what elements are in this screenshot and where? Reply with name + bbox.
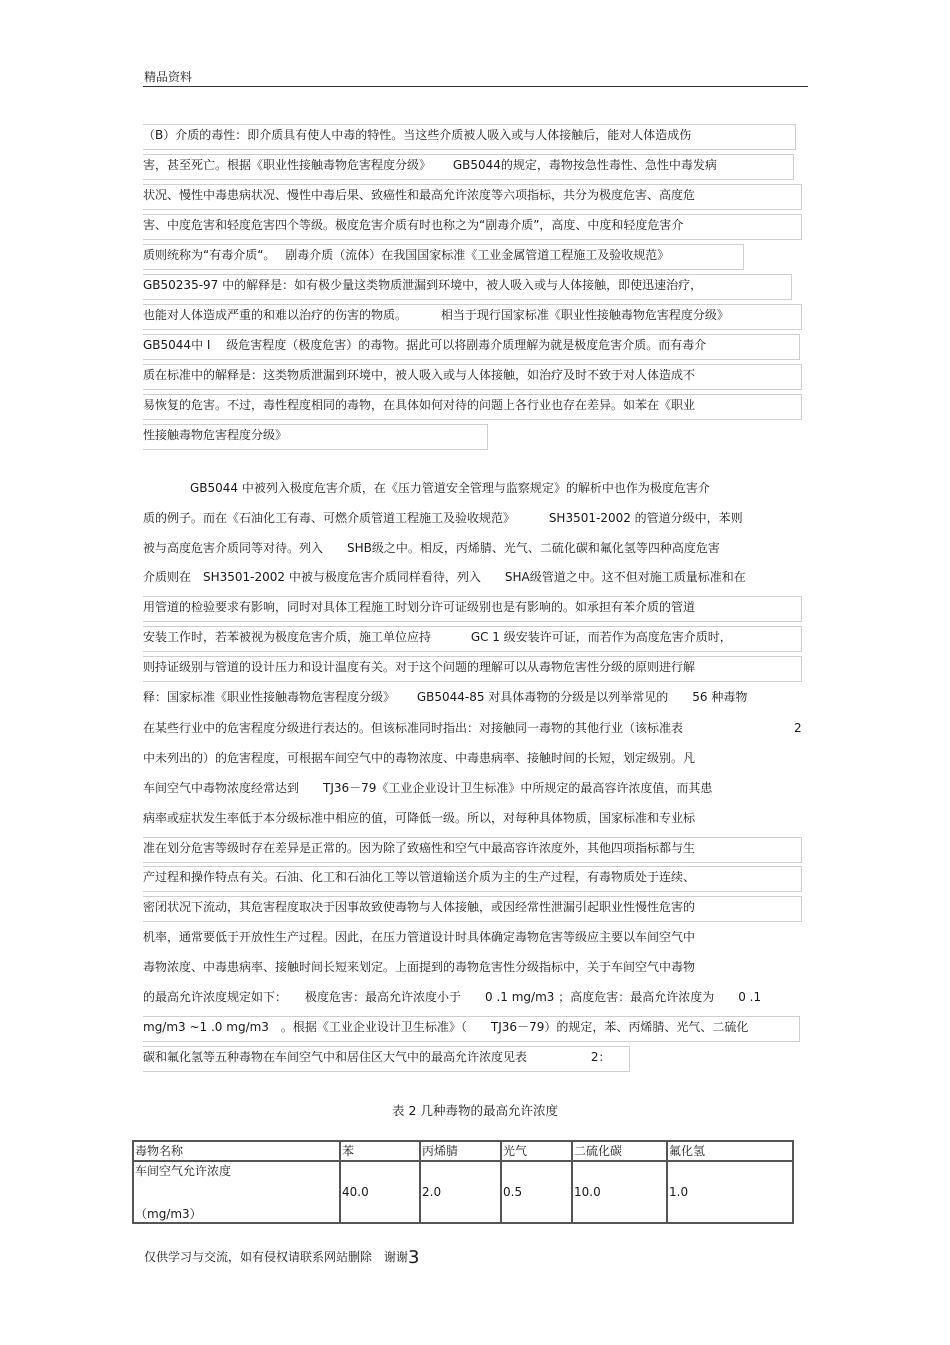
text-line: 害，甚至死亡。根据《职业性接触毒物危害程度分级》 GB5044的规定，毒物按急性毒性、急性中毒发病 (143, 158, 717, 172)
text-line: 性接触毒物危害程度分级》 (143, 428, 288, 442)
text-line: 车间空气中毒物浓度经常达到 TJ36－79《工业企业设计卫生标准》中所规定的最高容许浓度值，而其患 (143, 781, 713, 795)
table-cell: 0.5 (501, 1161, 572, 1223)
text-line: 准在划分危害等级时存在差异是正常的。因为除了致癌性和空气中最高容许浓度外，其他四项指标都与生 (143, 841, 696, 855)
margin-mark: 2 (794, 721, 802, 735)
table-caption: 表 2 几种毒物的最高允许浓度 (392, 1103, 558, 1118)
table-cell: 10.0 (572, 1161, 667, 1223)
row-label-line: 车间空气允许浓度 (135, 1164, 232, 1178)
text-line: 介质则在 SH3501-2002 中被与极度危害介质同样看待，列入 SHA级管道之中。这不但对施工质量标准和在 (143, 570, 746, 584)
table-header-cell: 二硫化碳 (572, 1141, 667, 1161)
table-header-cell: 丙烯腈 (420, 1141, 501, 1161)
text-line: 毒物浓度、中毒患病率、接触时间长短来划定。上面提到的毒物危害性分级指标中，关于车间空气中毒物 (143, 960, 696, 974)
text-line: 中未列出的）的危害程度，可根据车间空气中的毒物浓度、中毒患病率、接触时间的长短，划定级别。凡 (143, 751, 696, 765)
row-label-cell (133, 1161, 340, 1223)
text-line: 质在标准中的解释是：这类物质泄漏到环境中，被人吸入或与人体接触，如治疗及时不致于对人体造成不 (143, 368, 696, 382)
row-label-unit: （mg/m3） (135, 1207, 202, 1221)
header-title: 精品资料 (144, 70, 193, 84)
text-line: 状况、慢性中毒患病状况、慢性中毒后果、致癌性和最高允许浓度等六项指标，共分为极度危害、高度危 (143, 188, 696, 202)
table-header-cell: 毒物名称 (133, 1141, 340, 1161)
text-line: 产过程和操作特点有关。石油、化工和石油化工等以管道输送介质为主的生产过程，有毒物质处于连续、 (143, 870, 696, 884)
text-line: GB5044中 I 级危害程度（极度危害）的毒物。据此可以将剧毒介质理解为就是极度危害介质。而有毒介 (143, 338, 707, 352)
table-header-row (133, 1141, 793, 1161)
text-line: 则持证级别与管道的设计压力和设计温度有关。对于这个问题的理解可以从毒物危害性分级的原则进行解 (143, 660, 696, 674)
table-cell: 40.0 (340, 1161, 420, 1223)
table-row (133, 1161, 793, 1223)
text-line: 的最高允许浓度规定如下： 极度危害：最高允许浓度小于 0 .1 mg/m3 ；高度危害：最高允许浓度为 0 .1 (143, 990, 762, 1004)
text-line: 用管道的检验要求有影响，同时对具体工程施工时划分许可证级别也是有影响的。如承担有苯介质的管道 (143, 600, 696, 614)
footer-text: 仅供学习与交流，如有侵权请联系网站删除 谢谢 (144, 1250, 409, 1264)
text-line: 易恢复的危害。不过，毒性程度相同的毒物，在具体如何对待的问题上各行业也存在差异。如苯在《职业 (143, 398, 696, 412)
toxin-table (132, 1140, 794, 1224)
footer (144, 1247, 419, 1268)
text-line: mg/m3 ~1 .0 mg/m3 。根据《工业企业设计卫生标准》（ TJ36－79）的规定，苯、丙烯腈、光气、二硫化 (143, 1020, 749, 1034)
page-number: 3 (408, 1247, 420, 1268)
text-line: 害、中度危害和轻度危害四个等级。极度危害介质有时也称之为“剧毒介质”，高度、中度和轻度危害介 (143, 218, 684, 232)
text-line: 释：国家标准《职业性接触毒物危害程度分级》 GB5044-85 对具体毒物的分级是以列举常见的 56 种毒物 (143, 690, 748, 704)
text-line: 被与高度危害介质同等对待。列入 SHB级之中。相反，丙烯腈、光气、二硫化碳和氟化氢等四种高度危害 (143, 541, 720, 555)
text-line: 也能对人体造成严重的和难以治疗的伤害的物质。 相当于现行国家标准《职业性接触毒物危害程度分级》 (143, 308, 729, 322)
text-line: GB50235-97 中的解释是：如有极少量这类物质泄漏到环境中，被人吸入或与人体接触，即使迅速治疗， (143, 278, 703, 292)
text-line: GB5044 中被列入极度危害介质，在《压力管道安全管理与监察规定》的解析中也作为极度危害介 (190, 481, 710, 495)
text-line: 病率或症状发生率低于本分级标准中相应的值，可降低一级。所以，对每种具体物质，国家标准和专业标 (143, 811, 696, 825)
text-line: （B）介质的毒性：即介质具有使人中毒的特性。当这些介质被人吸入或与人体接触后，能对人体造成伤 (143, 128, 692, 142)
header-rule (143, 86, 808, 87)
table-cell: 1.0 (667, 1161, 793, 1223)
text-line: 在某些行业中的危害程度分级进行表达的。但该标准同时指出：对接触同一毒物的其他行业（该标准表 (143, 721, 684, 735)
text-line: 质则统称为“有毒介质“。 剧毒介质（流体）在我国国家标准《工业金属管道工程施工及验收规范》 (143, 248, 670, 262)
text-line: 密闭状况下流动，其危害程度取决于因事故致使毒物与人体接触，或因经常性泄漏引起职业性慢性危害的 (143, 900, 696, 914)
text-line: 碳和氟化氢等五种毒物在车间空气中和居住区大气中的最高允许浓度见表 2： (143, 1050, 611, 1064)
table-header-cell: 氟化氢 (667, 1141, 793, 1161)
table-cell: 2.0 (420, 1161, 501, 1223)
text-line: 机率，通常要低于开放性生产过程。因此，在压力管道设计时具体确定毒物危害等级应主要以车间空气中 (143, 930, 696, 944)
table-header-cell: 光气 (501, 1141, 572, 1161)
table-header-cell: 苯 (340, 1141, 420, 1161)
text-line: 质的例子。而在《石油化工有毒、可燃介质管道工程施工及验收规范》 SH3501-2002 的管道分级中，苯则 (143, 511, 743, 525)
text-line: 安装工作时，若苯被视为极度危害介质，施工单位应持 GC 1 级安装许可证，而若作为高度危害介质时， (143, 630, 732, 644)
